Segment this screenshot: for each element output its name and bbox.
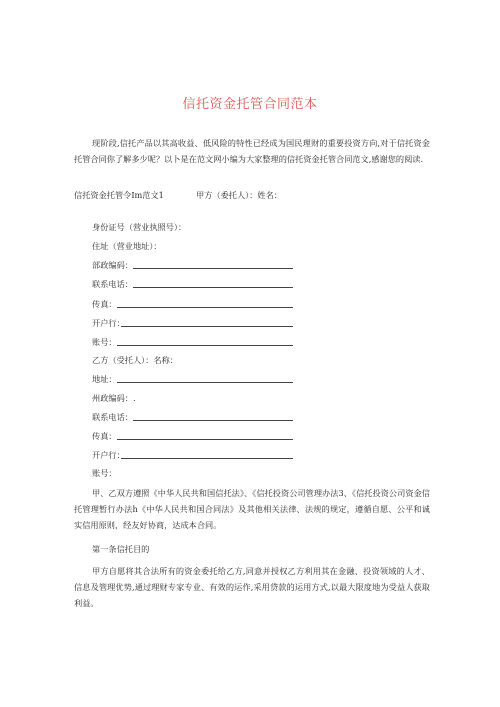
agreement-paragraph: 甲、乙双方遵照《中华人民共和国信托法》、《信托投资公司管理办法3、《信托投资公司资金信托管理暂行办法h《中华人民共和国合同法》及其他相关法律、法规的规定，遵循自愿、公平和诚实信用原则，经友好协商，达成本合同。 <box>74 488 430 530</box>
party-b-phone-label: 联系电话： <box>92 412 133 422</box>
party-a-account-line <box>117 336 293 350</box>
contract-header-label: 信托资金托管令Im范文1 <box>74 190 164 200</box>
party-a-bank-line <box>121 317 293 331</box>
party-b-bank-label: 开户行： <box>92 450 125 460</box>
party-b-account-label: 账号： <box>92 468 117 478</box>
party-a-postcode-line <box>133 259 293 273</box>
party-b-fax-label: 传真： <box>92 431 117 441</box>
party-a-phone-label: 联系电话： <box>92 279 133 289</box>
party-a-postcode-label: 部政编码： <box>92 260 133 270</box>
article-1-heading: 第一条信托目的 <box>92 544 150 554</box>
party-b-postcode-label: 州政编码：. <box>92 393 136 403</box>
party-a-account-label: 账号： <box>92 337 117 347</box>
party-a-phone-line <box>133 278 293 292</box>
party-a-fax-line <box>117 298 293 312</box>
party-b-phone-line <box>133 411 293 425</box>
party-a-id-label: 身份证号（营业执照号）： <box>92 222 187 232</box>
party-a-bank-label: 开户行： <box>92 318 125 328</box>
article-1-body: 甲方自愿将其合法所有的资金委托给乙方,同意并授权乙方利用其在金融、投资领域的人才、信息及管理优势,通过理财专家专业、有效的运作,采用贷款的运用方式,以最大限度地为受益人获取利益。 <box>74 566 430 608</box>
party-a-heading: 甲方（委托人）：姓名： <box>196 190 282 200</box>
party-b-fax-line <box>117 430 293 444</box>
document-title: 信托资金托管合同范本 <box>182 97 318 112</box>
party-b-bank-line <box>121 449 293 463</box>
party-b-address-label: 地址： <box>92 374 117 384</box>
party-b-heading: 乙方（受托人）：名称： <box>92 355 178 365</box>
party-b-address-line <box>117 373 293 387</box>
party-a-address-label: 住址（营业地址）： <box>92 241 162 251</box>
intro-paragraph: 现阶段,信托产品以其高收益、低风险的特性已经成为国民理财的重要投资方向,对于信托资金托管合同你了解多少呢？以卜是在范文网小编为大家整理的信托资金托管合同范文,感谢您的阅读. <box>74 138 430 164</box>
party-a-fax-label: 传真： <box>92 299 117 309</box>
